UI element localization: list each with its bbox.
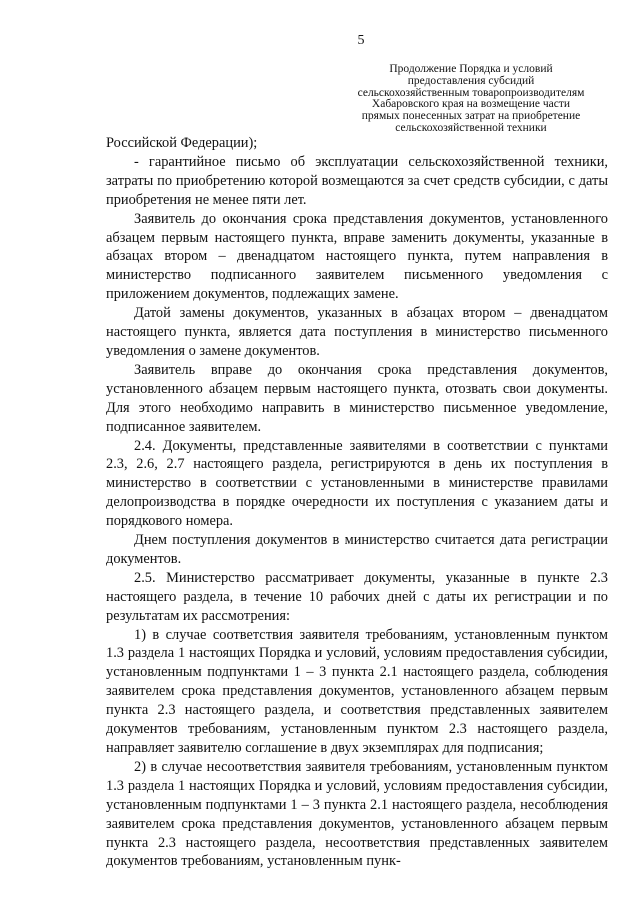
paragraph-2-5: 2.5. Министерство рассматривает документы, указанные в пункте 2.3 настоящего раздела, в течение 10 рабочих дней с даты их регистрации и по результатам их рассмотрения: [106, 569, 608, 624]
header-note-line: предоставления субсидий [407, 74, 535, 87]
paragraph-replacement-date: Датой замены документов, указанных в абзацах втором – двенадцатом настоящего пункта, является дата поступления в министерство письменного уведомления о замене документов. [106, 305, 608, 359]
page-number: 5 [357, 33, 365, 48]
paragraph-2-5-item-1: 1) в случае соответствия заявителя требованиям, установленным пунктом 1.3 раздела 1 настоящих Порядка и условий, условиям предоставления субсидии, установленным подпунктами 1 – 3 пункта 2.1 настоящего раздела, соблюдения заявителем срока представления документов, установленного абзацем первым пункта 2.3 настоящего раздела, и соответствия представленных заявителем документов требованиям, установленным пунктом 2.3 настоящего раздела, направляет заявителю соглашение в двух экземплярах для подписания; [106, 626, 608, 756]
paragraph-withdrawal: Заявитель вправе до окончания срока представления документов, установленного абзацем первым настоящего пункта, отозвать свои документы. Для этого необходимо направить в министерство письменное уведомление, подписанное заявителем. [106, 361, 608, 435]
document-body [106, 134, 608, 871]
paragraph-registration-date: Днем поступления документов в министерство считается дата регистрации документов. [106, 532, 608, 567]
paragraph-guarantee-letter: - гарантийное письмо об эксплуатации сельскохозяйственной техники, затраты по приобретению которой возмещаются за счет средств субсидии, с даты приобретения не менее пяти лет. [106, 153, 608, 208]
paragraph-2-4: 2.4. Документы, представленные заявителями в соответствии с пунктами 2.3, 2.6, 2.7 настоящего раздела, регистрируются в день их поступления в министерство в соответствии с установленными в министерстве правилами делопроизводства в порядке очередности их поступления с указанием даты и порядкового номера. [106, 437, 608, 530]
header-note-line: сельскохозяйственным товаропроизводителям [357, 86, 585, 99]
paragraph-document-replacement: Заявитель до окончания срока представления документов, установленного абзацем первым настоящего пункта, вправе заменить документы, указанные в абзацах втором – двенадцатом настоящего пункта, путем направления в министерство подписанного заявителем письменного уведомления с приложением документов, подлежащих замене. [106, 210, 608, 303]
paragraph-continuation: Российской Федерации); [106, 135, 258, 151]
header-note-line: прямых понесенных затрат на приобретение [361, 110, 581, 123]
header-note-line: сельскохозяйственной техники [395, 121, 547, 134]
paragraph-2-5-item-2: 2) в случае несоответствия заявителя требованиям, установленным пунктом 1.3 раздела 1 настоящих Порядка и условий, условиям предоставления субсидии, установленным подпунктами 1 – 3 пункта 2.1 настоящего раздела, несоблюдения заявителем срока представления документов, установленного абзацем первым пункта 2.3 настоящего раздела, несоответствия представленных заявителем документов требованиям, установленным пунк- [106, 758, 608, 870]
header-note-line: Хабаровского края на возмещение части [371, 98, 571, 111]
header-note [337, 64, 605, 135]
header-note-line: Продолжение Порядка и условий [389, 63, 553, 75]
